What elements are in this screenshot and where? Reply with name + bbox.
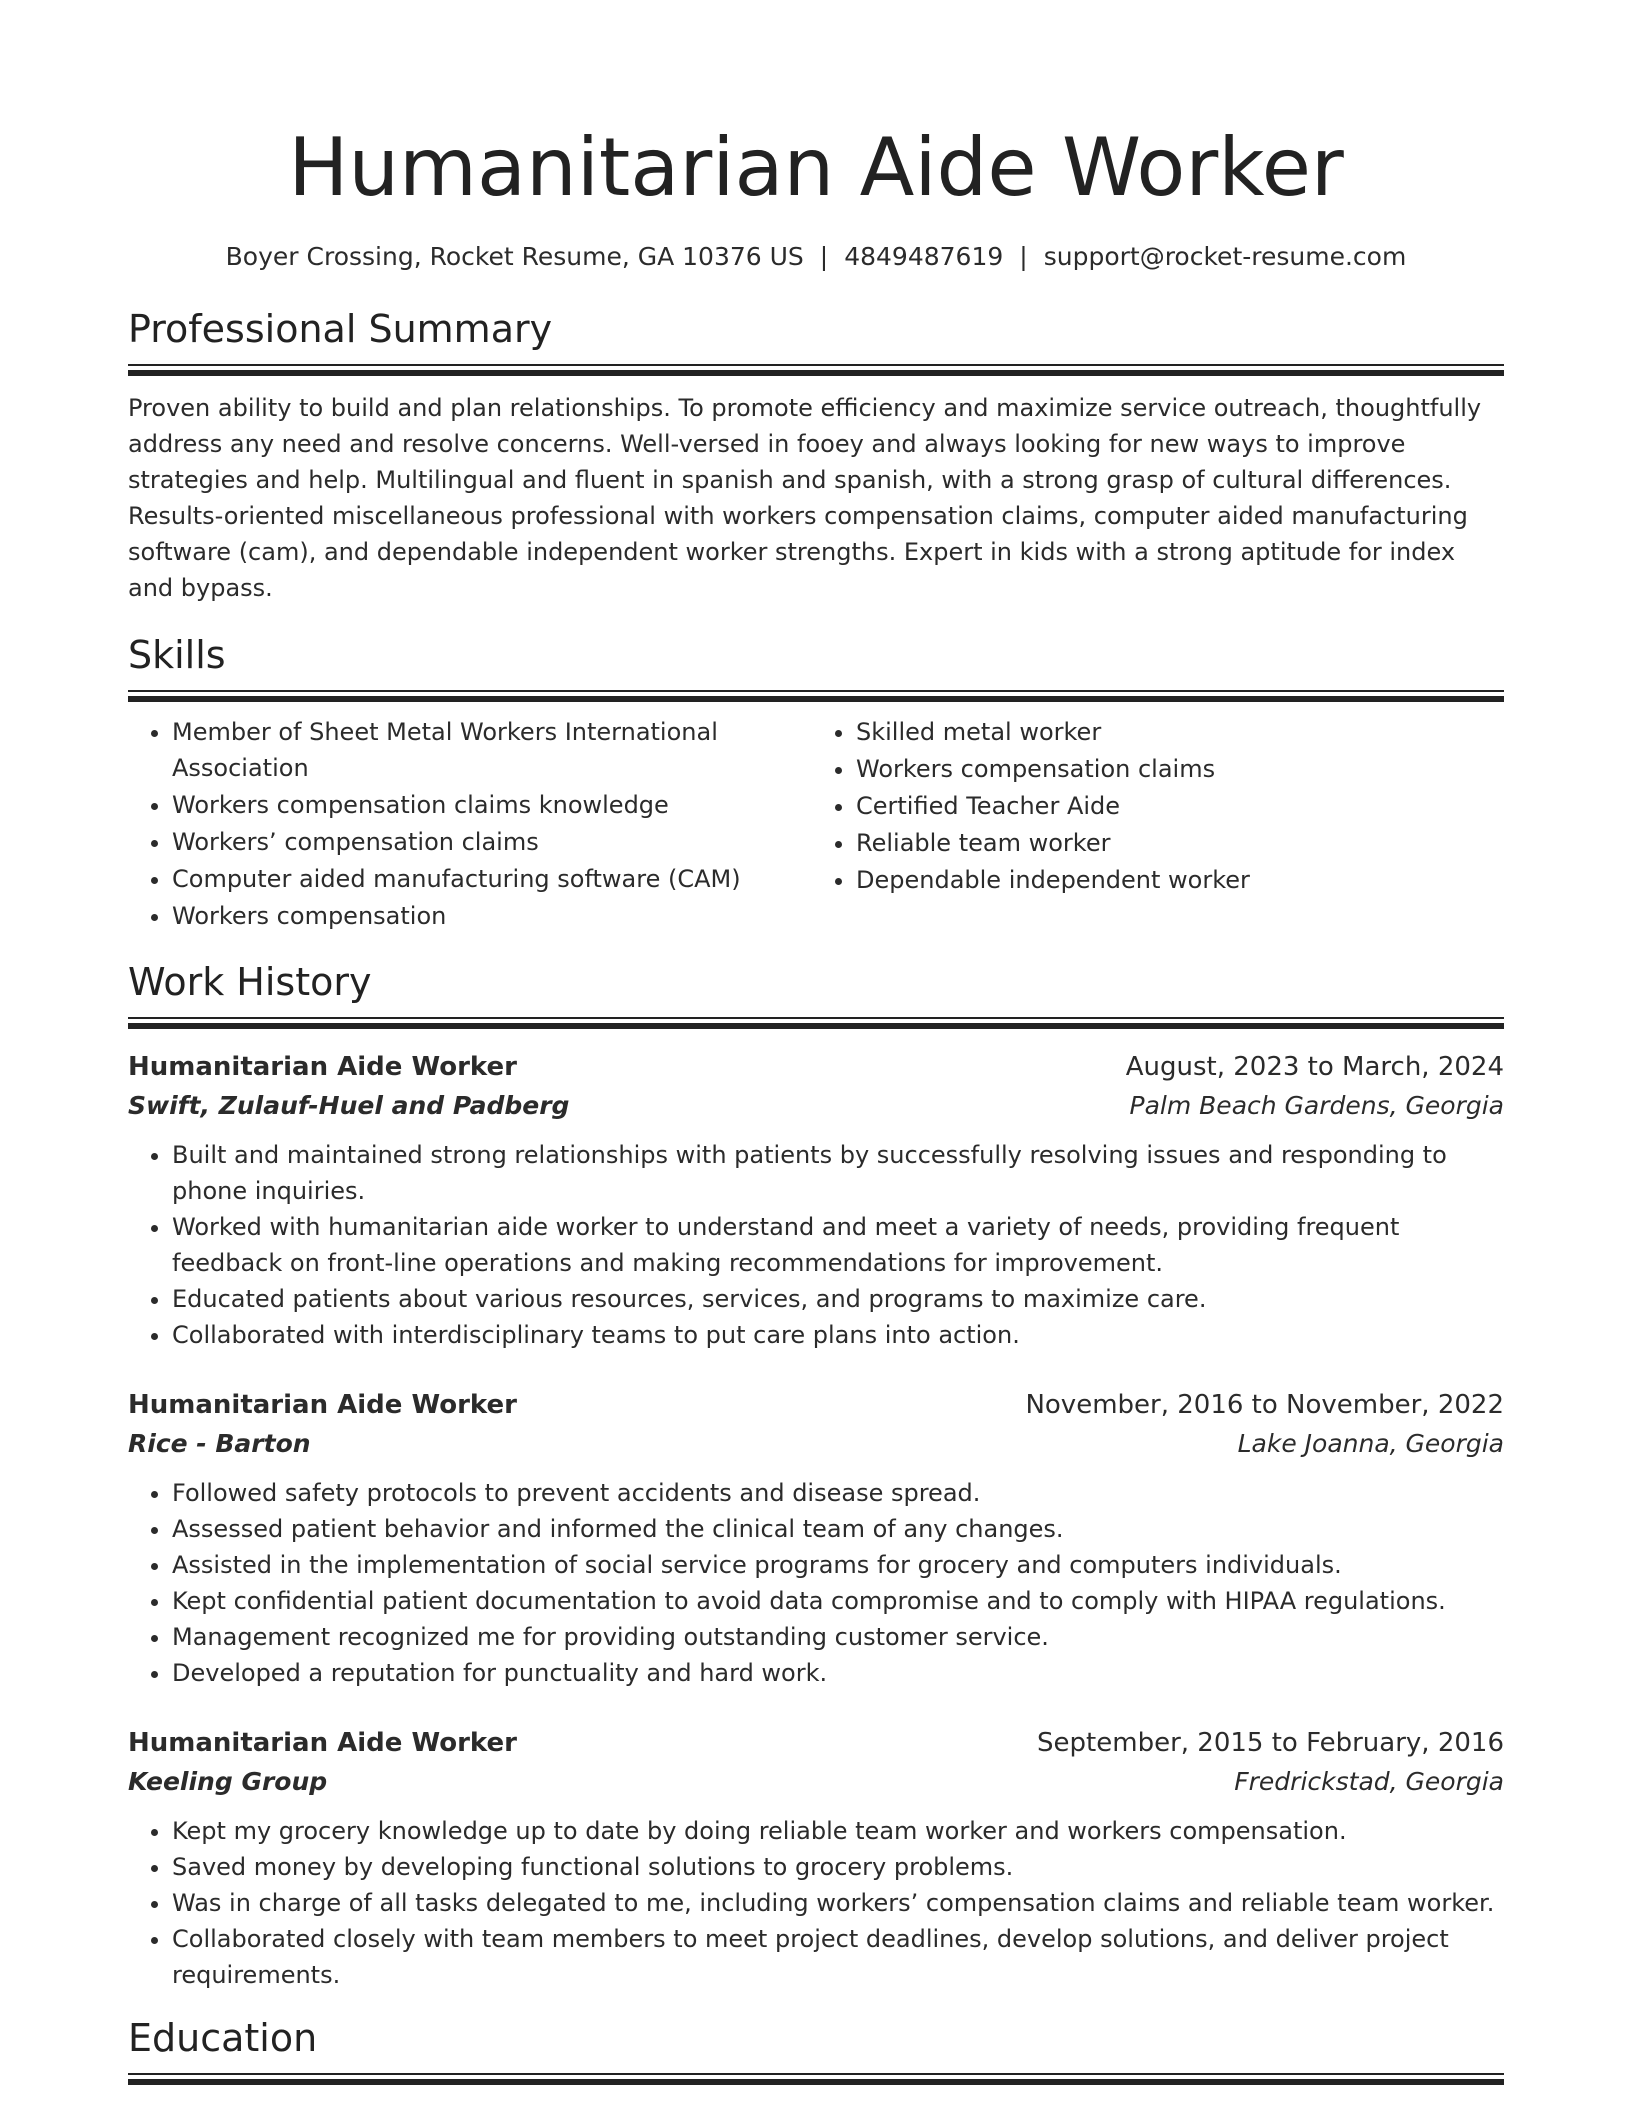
job-dates: November, 2016 to November, 2022 — [1025, 1390, 1504, 1420]
job-title: Humanitarian Aide Worker — [128, 1728, 517, 1758]
skill-item: • Dependable independent worker — [856, 862, 1486, 898]
job-dates: September, 2015 to February, 2016 — [1037, 1728, 1504, 1758]
section-divider — [128, 1017, 1504, 1029]
job-bullet: • Assessed patient behavior and informed the clinical team of any changes. — [172, 1511, 1504, 1547]
candidate-name: Humanitarian Aide Worker — [288, 121, 1344, 214]
job-bullet: • Developed a reputation for punctuality and hard work. — [172, 1655, 1504, 1691]
resume-page — [128, 0, 1504, 2085]
skills-column-right — [806, 714, 1486, 935]
address-text: Boyer Crossing, Rocket Resume, GA 10376 US — [225, 242, 804, 271]
skill-item: • Reliable team worker — [856, 825, 1486, 861]
skill-item: • Computer aided manufacturing software (CAM) — [172, 861, 806, 897]
job-bullet: • Was in charge of all tasks delegated to me, including workers’ compensation claims and reliable team worker. — [172, 1885, 1504, 1921]
job-entry — [128, 1723, 1504, 1993]
job-bullet: • Management recognized me for providing outstanding customer service. — [172, 1619, 1504, 1655]
section-divider — [128, 690, 1504, 702]
skills-column-left — [128, 714, 806, 935]
skill-item: • Workers compensation claims knowledge — [172, 787, 806, 823]
job-bullet: • Kept my grocery knowledge up to date by doing reliable team worker and workers compensation. — [172, 1813, 1504, 1849]
job-location: Lake Joanna, Georgia — [1237, 1429, 1504, 1458]
skill-item: • Workers compensation — [172, 898, 806, 934]
job-title: Humanitarian Aide Worker — [128, 1390, 517, 1420]
job-dates: August, 2023 to March, 2024 — [1125, 1052, 1504, 1082]
job-bullet: • Followed safety protocols to prevent accidents and disease spread. — [172, 1475, 1504, 1511]
section-title-education: Education — [128, 2016, 318, 2060]
section-divider — [128, 364, 1504, 376]
job-bullet: • Collaborated closely with team members to meet project deadlines, develop solutions, and deliver project requirements. — [172, 1921, 1504, 1993]
job-bullet: • Educated patients about various resources, services, and programs to maximize care. — [172, 1281, 1504, 1317]
section-title-summary: Professional Summary — [128, 307, 553, 351]
job-company: Keeling Group — [128, 1767, 328, 1796]
job-title: Humanitarian Aide Worker — [128, 1052, 517, 1082]
phone-text: 4849487619 — [844, 242, 1004, 271]
skill-item: • Workers compensation claims — [856, 751, 1486, 787]
job-company: Swift, Zulauf-Huel and Padberg — [128, 1091, 570, 1120]
job-bullets — [128, 1475, 1504, 1691]
contact-line — [128, 240, 1504, 274]
job-bullet: • Worked with humanitarian aide worker to understand and meet a variety of needs, providing frequent feedback on front-line operations and making recommendations for improvement. — [172, 1209, 1504, 1281]
section-title-skills: Skills — [128, 633, 226, 677]
skill-item: • Certified Teacher Aide — [856, 788, 1486, 824]
job-company: Rice - Barton — [128, 1429, 311, 1458]
skills-list — [128, 714, 1504, 935]
job-location: Palm Beach Gardens, Georgia — [1129, 1091, 1504, 1120]
job-entry — [128, 1385, 1504, 1691]
job-location: Fredrickstad, Georgia — [1234, 1767, 1504, 1796]
job-bullets — [128, 1813, 1504, 1993]
section-divider — [128, 2073, 1504, 2085]
job-bullet: • Built and maintained strong relationships with patients by successfully resolving issues and responding to phone inquiries. — [172, 1137, 1504, 1209]
skill-item: • Skilled metal worker — [856, 714, 1486, 750]
email-link[interactable]: support@rocket-resume.com — [1043, 242, 1407, 271]
job-bullet: • Assisted in the implementation of social service programs for grocery and computers individuals. — [172, 1547, 1504, 1583]
skill-item: • Member of Sheet Metal Workers International Association — [172, 714, 806, 786]
job-bullet: • Saved money by developing functional solutions to grocery problems. — [172, 1849, 1504, 1885]
job-entry — [128, 1047, 1504, 1353]
job-bullets — [128, 1137, 1504, 1353]
job-bullet: • Kept confidential patient documentation to avoid data compromise and to comply with HIPAA regulations. — [172, 1583, 1504, 1619]
summary-text: Proven ability to build and plan relationships. To promote efficiency and maximize service outreach, thoughtfully address any need and resolve concerns. Well-versed in fooey and always looking for new ways to improve strategies and help. Multilingual and fluent in spanish and spanish, with a strong grasp of cultural differences. Results-oriented miscellaneous professional with workers compensation claims, computer aided manufacturing software (cam), and dependable independent worker strengths. Expert in kids with a strong aptitude for index and bypass. — [128, 394, 1482, 602]
contact-separator: | — [1019, 242, 1028, 271]
contact-separator: | — [819, 242, 829, 271]
job-bullet: • Collaborated with interdisciplinary teams to put care plans into action. — [172, 1317, 1504, 1353]
skill-item: • Workers’ compensation claims — [172, 824, 806, 860]
section-title-work-history: Work History — [128, 960, 372, 1004]
